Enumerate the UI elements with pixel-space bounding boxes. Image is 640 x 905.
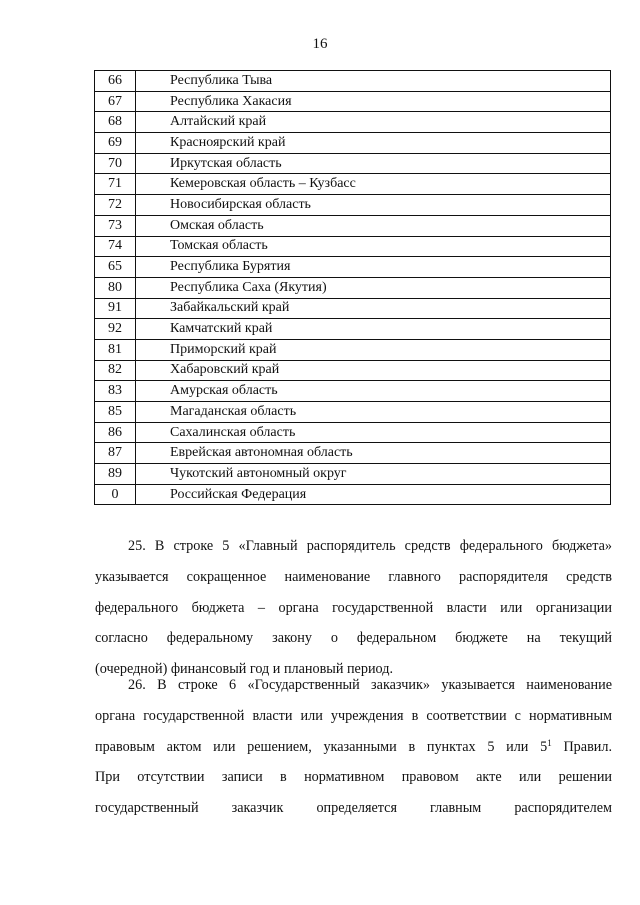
region-code: 72: [95, 195, 136, 216]
table-row: [95, 422, 611, 443]
paragraph-line: государственный заказчик определяется главным распорядителем: [95, 800, 612, 817]
region-name: Томская область: [136, 236, 611, 257]
table-row: [95, 319, 611, 340]
region-code: 0: [95, 484, 136, 505]
region-name: Кемеровская область – Кузбасс: [136, 174, 611, 195]
region-code: 69: [95, 133, 136, 154]
region-code: 89: [95, 464, 136, 485]
table-row: [95, 443, 611, 464]
paragraph-text: Правил.: [551, 738, 612, 755]
table-row: [95, 360, 611, 381]
region-code: 80: [95, 277, 136, 298]
paragraph-line: [95, 732, 612, 763]
region-name: Республика Тыва: [136, 71, 611, 92]
region-code: 74: [95, 236, 136, 257]
region-code: 71: [95, 174, 136, 195]
region-name: Российская Федерация: [136, 484, 611, 505]
table-row: [95, 133, 611, 154]
paragraph-line: 26. В строке 6 «Государственный заказчик» указывается наименование: [128, 677, 612, 693]
region-name: Магаданская область: [136, 402, 611, 423]
paragraph-line: 25. В строке 5 «Главный распорядитель средств федерального бюджета»: [128, 538, 612, 554]
region-code: 92: [95, 319, 136, 340]
region-name: Камчатский край: [136, 319, 611, 340]
table-row: [95, 484, 611, 505]
table-row: [95, 277, 611, 298]
region-code: 82: [95, 360, 136, 381]
region-code: 67: [95, 91, 136, 112]
paragraph-line: указывается сокращенное наименование главного распорядителя средств: [95, 568, 612, 585]
table-row: [95, 402, 611, 423]
region-name: Республика Хакасия: [136, 91, 611, 112]
table-row: [95, 257, 611, 278]
page-number: 16: [312, 36, 328, 52]
table-row: [95, 339, 611, 360]
region-code: 65: [95, 257, 136, 278]
region-name: Чукотский автономный округ: [136, 464, 611, 485]
table-row: [95, 236, 611, 257]
table-row: [95, 153, 611, 174]
paragraph-26: [95, 670, 612, 824]
region-code: 83: [95, 381, 136, 402]
region-code: 68: [95, 112, 136, 133]
paragraph-line: При отсутствии записи в нормативном правовом акте или решении: [95, 769, 612, 786]
region-name: Еврейская автономная область: [136, 443, 611, 464]
region-name: Республика Бурятия: [136, 257, 611, 278]
table-row: [95, 464, 611, 485]
region-code: 91: [95, 298, 136, 319]
region-name: Омская область: [136, 215, 611, 236]
region-code: 73: [95, 215, 136, 236]
region-name: Алтайский край: [136, 112, 611, 133]
region-code: 87: [95, 443, 136, 464]
paragraph-25: [95, 531, 612, 685]
region-codes-table: [94, 70, 611, 505]
table-row: [95, 381, 611, 402]
table-row: [95, 112, 611, 133]
table-row: [95, 71, 611, 92]
region-name: Амурская область: [136, 381, 611, 402]
table-row: [95, 215, 611, 236]
paragraph-line: органа государственной власти или учреждения в соответствии с нормативным: [95, 707, 612, 724]
region-name: Приморский край: [136, 339, 611, 360]
region-code: 81: [95, 339, 136, 360]
paragraph-line: федерального бюджета – органа государственной власти или организации: [95, 599, 612, 616]
table-row: [95, 91, 611, 112]
paragraph-text: правовым актом или решением, указанными в пунктах 5 или 5: [95, 738, 548, 755]
table-row: [95, 298, 611, 319]
table-row: [95, 195, 611, 216]
region-code: 66: [95, 71, 136, 92]
paragraph-line: согласно федеральному закону о федеральном бюджете на текущий: [95, 630, 612, 647]
region-name: Сахалинская область: [136, 422, 611, 443]
paragraph-line: (очередной) финансовый год и плановый период.: [95, 661, 393, 678]
region-code: 86: [95, 422, 136, 443]
region-name: Иркутская область: [136, 153, 611, 174]
region-code: 85: [95, 402, 136, 423]
region-name: Красноярский край: [136, 133, 611, 154]
region-code: 70: [95, 153, 136, 174]
region-name: Хабаровский край: [136, 360, 611, 381]
table-row: [95, 174, 611, 195]
region-name: Новосибирская область: [136, 195, 611, 216]
region-name: Республика Саха (Якутия): [136, 277, 611, 298]
superscript-number: 1: [547, 737, 552, 748]
region-name: Забайкальский край: [136, 298, 611, 319]
